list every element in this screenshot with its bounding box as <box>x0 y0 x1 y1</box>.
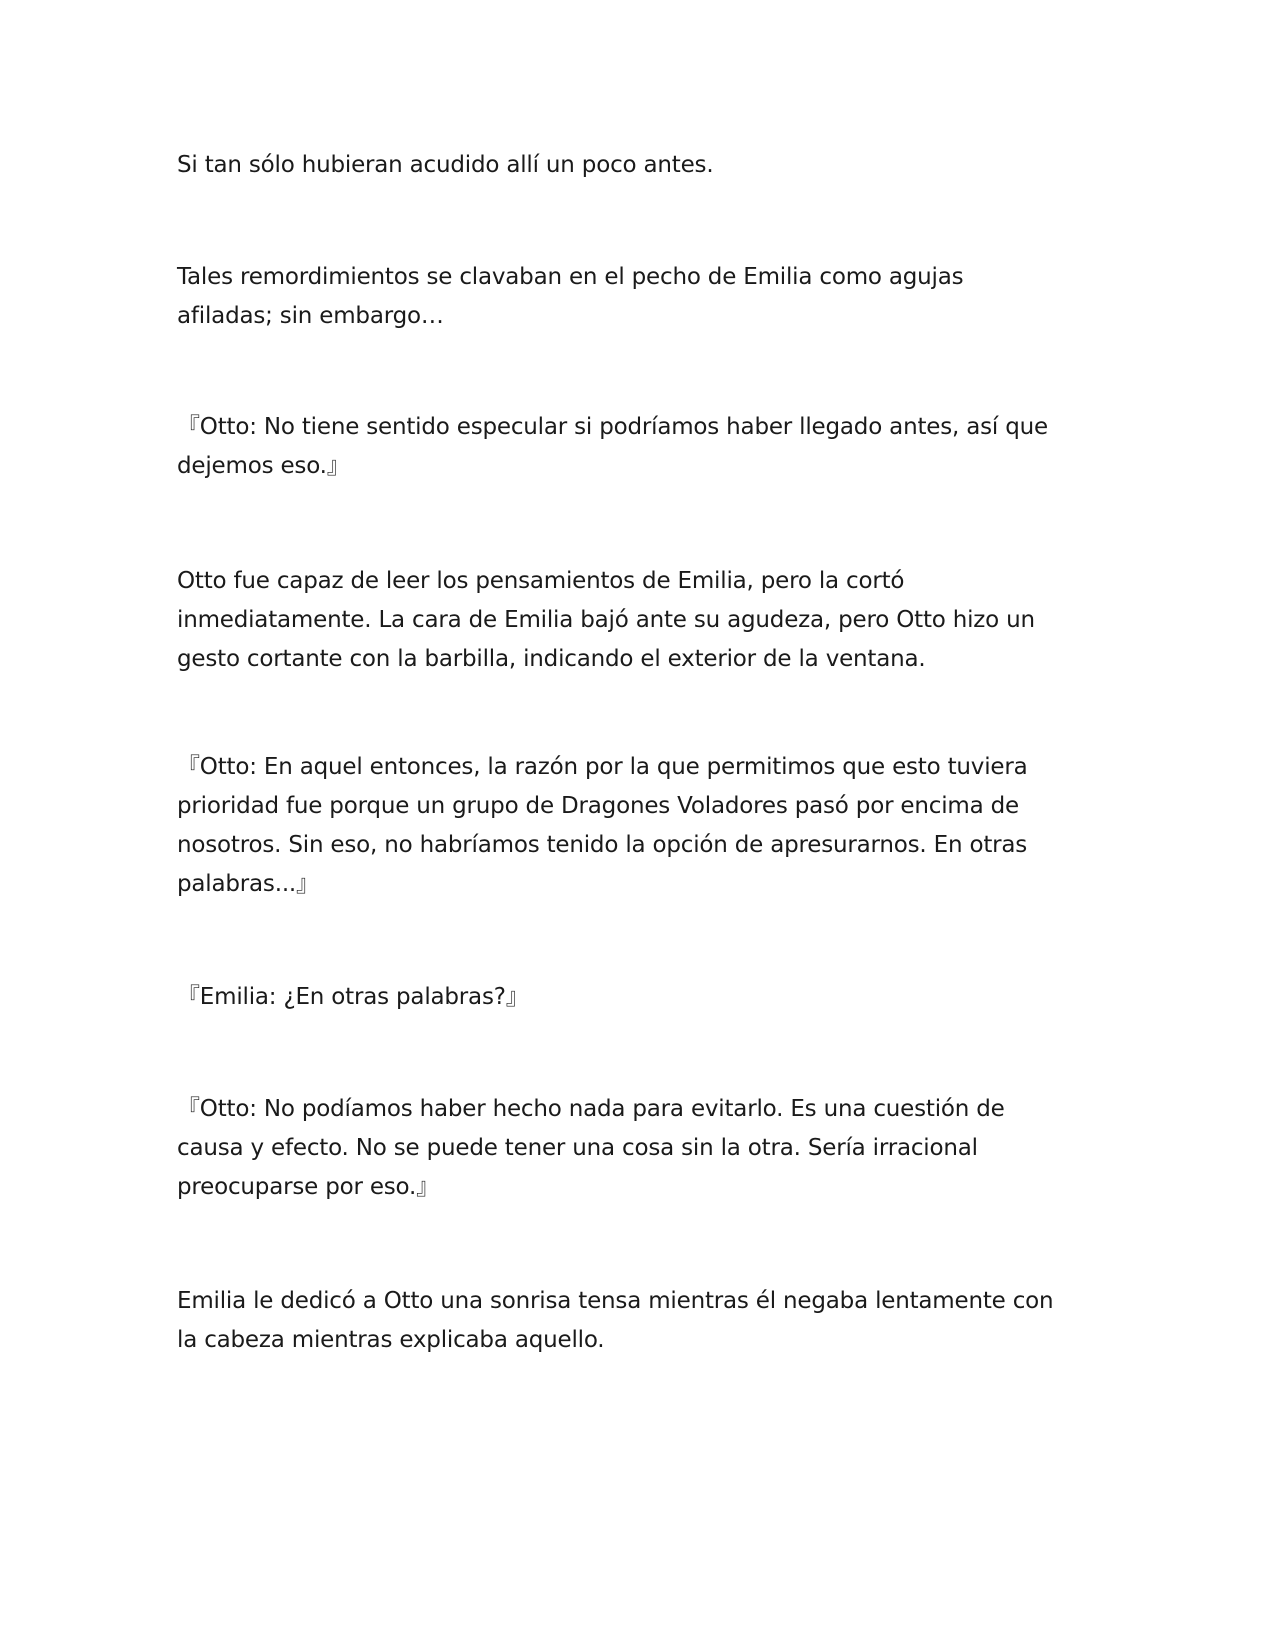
paragraph-narration-3: Otto fue capaz de leer los pensamientos de Emilia, pero la cortó inmediatamente. La cara de Emilia bajó ante su agudeza, pero Otto hizo un gesto cortante con la barbilla, indicando el exterior de la ventana. <box>177 568 1035 672</box>
paragraph-dialogue-emilia: 『Emilia: ¿En otras palabras?』 <box>177 984 529 1010</box>
paragraph-narration-4: Emilia le dedicó a Otto una sonrisa tensa mientras él negaba lentamente con la cabeza mientras explicaba aquello. <box>177 1288 1054 1353</box>
paragraph-dialogue-otto-1: 『Otto: No tiene sentido especular si podríamos haber llegado antes, así que dejemos eso.』 <box>177 414 1048 479</box>
paragraph-narration-1: Si tan sólo hubieran acudido allí un poco antes. <box>177 152 714 178</box>
paragraph-dialogue-otto-3: 『Otto: No podíamos haber hecho nada para evitarlo. Es una cuestión de causa y efecto. No se puede tener una cosa sin la otra. Sería irracional preocuparse por eso.』 <box>177 1096 1005 1200</box>
paragraph-dialogue-otto-2: 『Otto: En aquel entonces, la razón por la que permitimos que esto tuviera prioridad fue porque un grupo de Dragones Voladores pasó por encima de nosotros. Sin eso, no habríamos tenido la opción de apresurarnos. En otras palabras...』 <box>177 754 1028 897</box>
paragraph-narration-2: Tales remordimientos se clavaban en el pecho de Emilia como agujas afiladas; sin embargo… <box>177 264 964 329</box>
